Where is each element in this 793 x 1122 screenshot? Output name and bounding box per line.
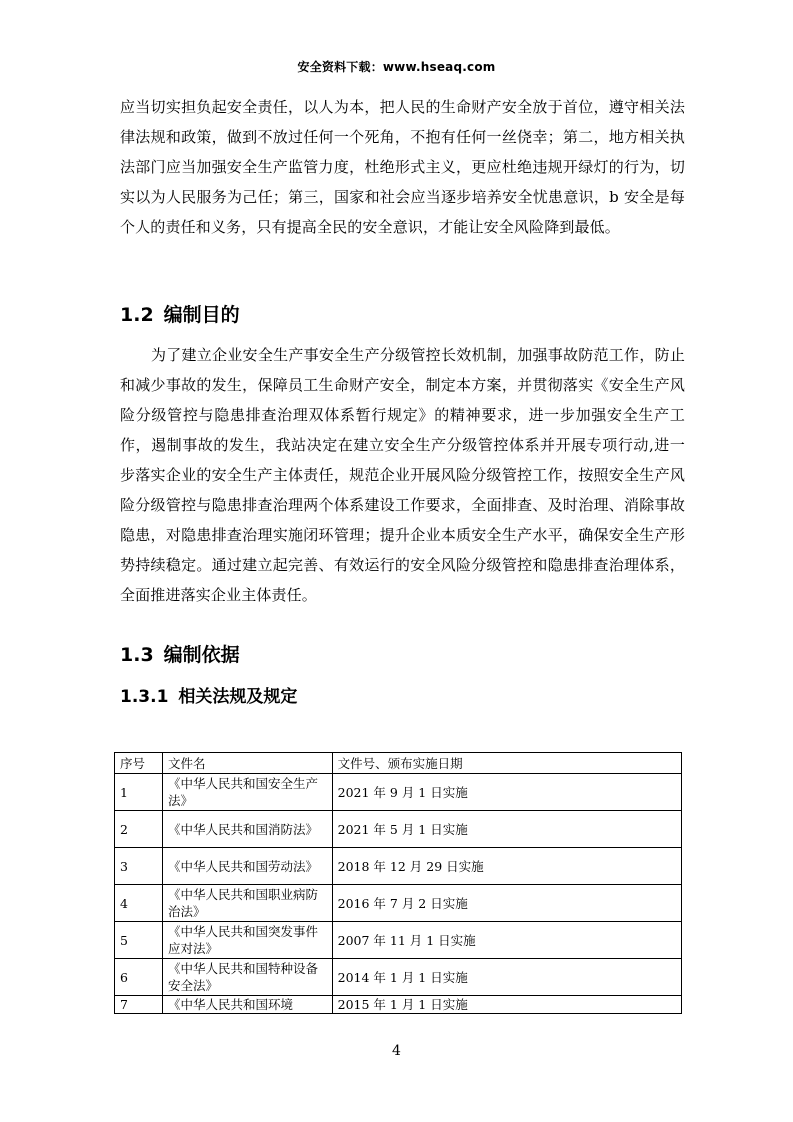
table-header-row	[115, 753, 682, 774]
row-document: 《中华人民共和国特种设备安全法》	[162, 959, 332, 996]
row-date: 2007 年 11 月 1 日实施	[332, 922, 681, 959]
row-date: 2021 年 9 月 1 日实施	[332, 774, 681, 811]
page-number: 4	[392, 1043, 401, 1059]
regulations-table	[114, 752, 682, 1014]
section-heading-1-3-1	[120, 682, 297, 707]
section-number: 1.3.1	[120, 687, 169, 707]
table-row	[115, 811, 682, 848]
row-document: 《中华人民共和国劳动法》	[162, 848, 332, 885]
page-header: 安全资料下载：www.hseaq.com	[297, 60, 496, 74]
table-row	[115, 959, 682, 996]
row-index: 6	[115, 959, 163, 996]
row-index: 5	[115, 922, 163, 959]
section-heading-1-2	[120, 300, 240, 327]
column-header-index: 序号	[115, 753, 163, 774]
section-number: 1.3	[120, 644, 154, 666]
row-date: 2014 年 1 月 1 日实施	[332, 959, 681, 996]
table-row	[115, 922, 682, 959]
column-header-document: 文件名	[162, 753, 332, 774]
table-row	[115, 848, 682, 885]
row-index: 4	[115, 885, 163, 922]
intro-paragraph: 应当切实担负起安全责任，以人为本，把人民的生命财产安全放于首位，遵守相关法律法规和政策，做到不放过任何一个死角，不抱有任何一丝侥幸；第二，地方相关执法部门应当加强安全生产监管力度，杜绝形式主义，更应杜绝违规开绿灯的行为，切实以为人民服务为己任；第三，国家和社会应当逐步培养安全忧患意识，b 安全是每个人的责任和义务，只有提高全民的安全意识，才能让安全风险降到最低。	[120, 98, 685, 236]
row-document: 《中华人民共和国突发事件应对法》	[162, 922, 332, 959]
section-title: 相关法规及规定	[178, 687, 298, 707]
row-document: 《中华人民共和国安全生产法》	[162, 774, 332, 811]
section-heading-1-3	[120, 640, 240, 667]
table-row	[115, 885, 682, 922]
row-index: 3	[115, 848, 163, 885]
row-document: 《中华人民共和国环境	[162, 996, 332, 1014]
section-number: 1.2	[120, 304, 154, 326]
section-title: 编制目的	[163, 304, 240, 326]
table-row	[115, 996, 682, 1014]
row-date: 2015 年 1 月 1 日实施	[332, 996, 681, 1014]
row-index: 1	[115, 774, 163, 811]
row-document: 《中华人民共和国消防法》	[162, 811, 332, 848]
section-title: 编制依据	[163, 644, 240, 666]
purpose-paragraph: 为了建立企业安全生产事安全生产分级管控长效机制，加强事故防范工作，防止和减少事故的发生，保障员工生命财产安全，制定本方案，并贯彻落实《安全生产风险分级管控与隐患排查治理双体系暂行规定》的精神要求，进一步加强安全生产工作，遏制事故的发生，我站决定在建立安全生产分级管控体系并开展专项行动,进一步落实企业的安全生产主体责任，规范企业开展风险分级管控工作，按照安全生产风险分级管控与隐患排查治理两个体系建设工作要求，全面排查、及时治理、消除事故隐患，对隐患排查治理实施闭环管理；提升企业本质安全生产水平，确保安全生产形势持续稳定。通过建立起完善、有效运行的安全风险分级管控和隐患排查治理体系，全面推进落实企业主体责任。	[120, 346, 685, 604]
row-index: 2	[115, 811, 163, 848]
column-header-date: 文件号、颁布实施日期	[332, 753, 681, 774]
row-date: 2016 年 7 月 2 日实施	[332, 885, 681, 922]
table-row	[115, 774, 682, 811]
row-date: 2021 年 5 月 1 日实施	[332, 811, 681, 848]
row-date: 2018 年 12 月 29 日实施	[332, 848, 681, 885]
row-document: 《中华人民共和国职业病防治法》	[162, 885, 332, 922]
row-index: 7	[115, 996, 163, 1014]
